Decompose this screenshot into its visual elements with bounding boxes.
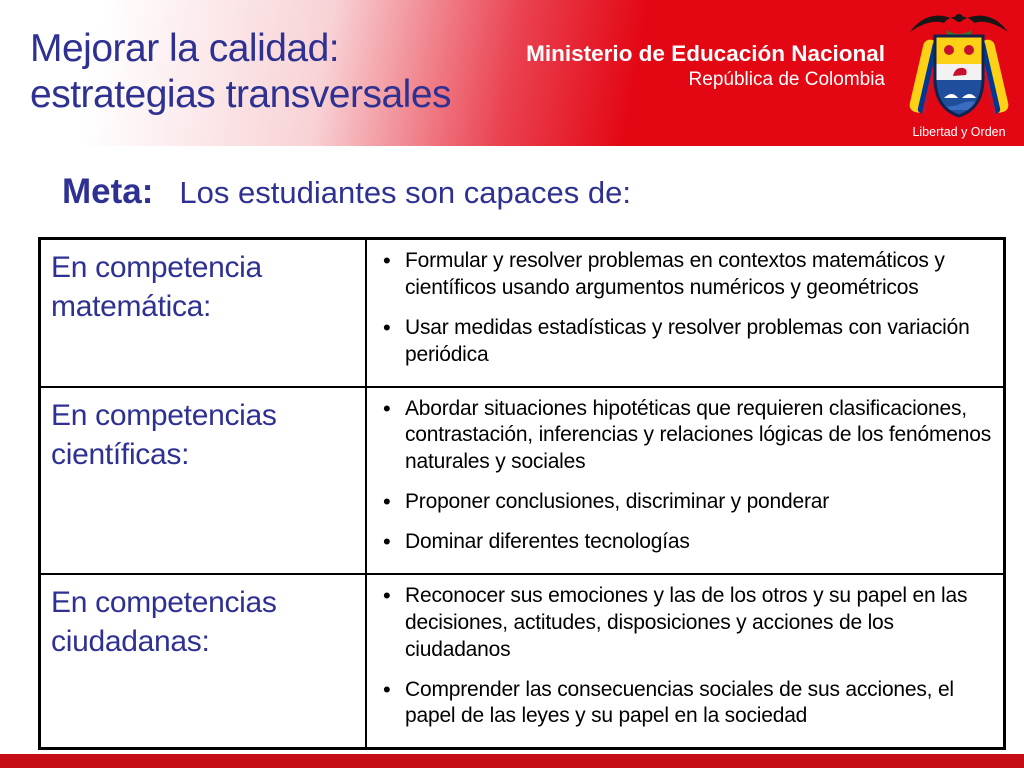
page-title-line1: Mejorar la calidad: xyxy=(30,27,340,70)
row-bullets-ciudadanas xyxy=(366,574,1005,749)
bullet-item: • Proponer conclusiones, discriminar y ponderar xyxy=(379,489,993,516)
table-row xyxy=(40,387,1005,574)
table-row xyxy=(40,239,1005,387)
bullet-item: • Comprender las consecuencias sociales de sus acciones, el papel de las leyes y su papel en la sociedad xyxy=(379,677,993,731)
row-bullets-cientificas xyxy=(366,387,1005,574)
bullet-item: • Dominar diferentes tecnologías xyxy=(379,529,993,556)
bullet-item: • Abordar situaciones hipotéticas que requieren clasificaciones, contrastación, inferencias y relaciones lógicas de los fenómenos naturales y sociales xyxy=(379,396,993,477)
bullet-item: • Reconocer sus emociones y las de los otros y su papel en las decisiones, actitudes, disposiciones y acciones de los ciudadanos xyxy=(379,583,993,664)
row-heading-cientificas: En competencias científicas: xyxy=(40,387,367,574)
row-heading-ciudadanas: En competencias ciudadanas: xyxy=(40,574,367,749)
table-row xyxy=(40,574,1005,749)
row-bullets-matematica xyxy=(366,239,1005,387)
page-title-line2: estrategias transversales xyxy=(30,72,452,116)
row-heading-matematica: En competencia matemática: xyxy=(40,239,367,387)
shield-icon xyxy=(935,36,983,120)
meta-heading xyxy=(62,172,631,212)
footer-red-bar xyxy=(0,754,1024,768)
meta-label: Meta: xyxy=(62,172,154,211)
bullet-item: • Usar medidas estadísticas y resolver problemas con variación periódica xyxy=(379,315,993,369)
ministry-block xyxy=(526,40,885,93)
header-banner xyxy=(0,0,1024,146)
ministry-name: Ministerio de Educación Nacional xyxy=(526,41,885,66)
meta-sentence: Los estudiantes son capaces de: xyxy=(179,175,631,210)
coat-of-arms-icon xyxy=(906,6,1012,124)
crest-motto: Libertad y Orden xyxy=(912,125,1006,139)
page-title xyxy=(30,26,451,117)
competencies-table xyxy=(38,237,1006,750)
ministry-country: República de Colombia xyxy=(688,69,885,90)
coat-of-arms xyxy=(906,6,1012,144)
bullet-item: • Formular y resolver problemas en contextos matemáticos y científicos usando argumentos numéricos y geométricos xyxy=(379,248,993,302)
